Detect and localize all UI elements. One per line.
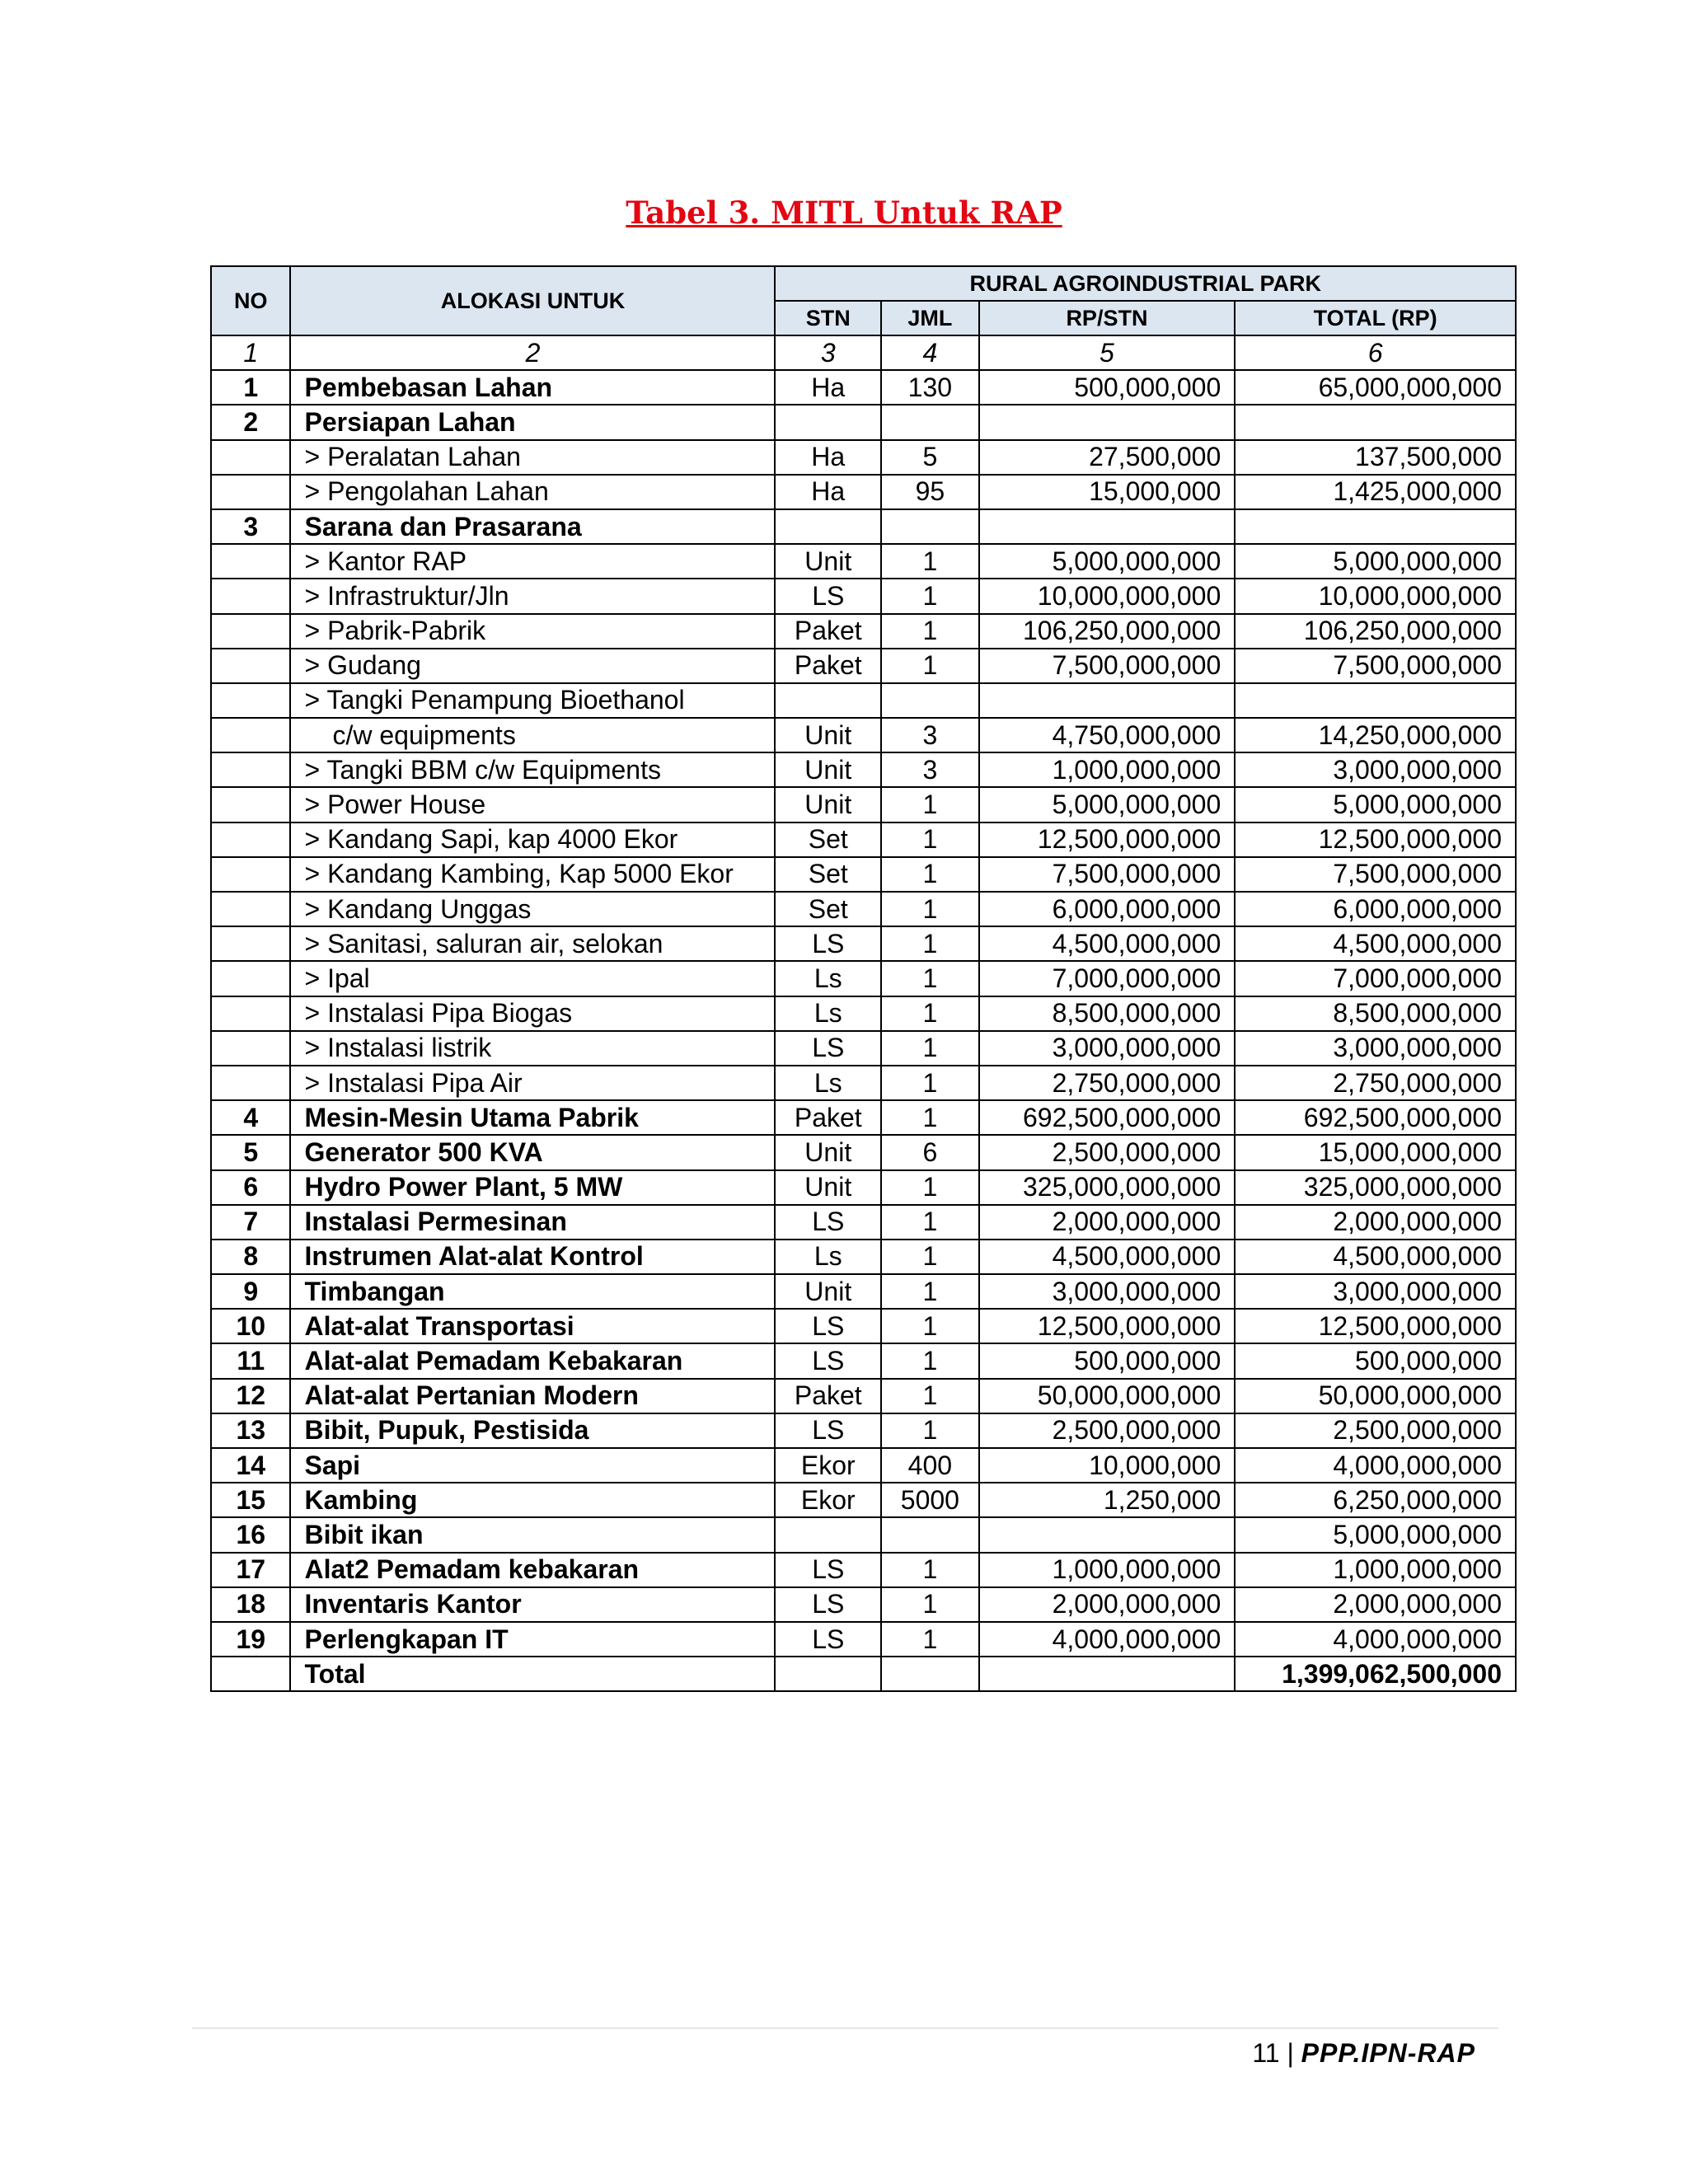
table-row xyxy=(211,683,1516,718)
cell-rpstn: 10,000,000 xyxy=(979,1448,1236,1483)
cell-no xyxy=(211,544,290,579)
cell-item: > Kandang Kambing, Kap 5000 Ekor xyxy=(290,857,775,892)
cell-jml: 400 xyxy=(881,1448,979,1483)
cell-jml: 3 xyxy=(881,752,979,787)
cell-total: 2,000,000,000 xyxy=(1235,1587,1516,1622)
cell-jml: 1 xyxy=(881,1553,979,1587)
cell-no xyxy=(211,1066,290,1100)
cell-no: 8 xyxy=(211,1240,290,1274)
cell-jml: 1 xyxy=(881,1170,979,1205)
cell-item: > Infrastruktur/Jln xyxy=(290,579,775,613)
cell-total: 15,000,000,000 xyxy=(1235,1135,1516,1169)
cell-rpstn xyxy=(979,405,1236,439)
page-footer xyxy=(1252,2032,1475,2074)
index-cell: 3 xyxy=(775,335,881,370)
footer-separator: | xyxy=(1287,2038,1294,2068)
cell-rpstn: 4,500,000,000 xyxy=(979,1240,1236,1274)
cell-jml: 1 xyxy=(881,1413,979,1448)
cell-jml: 5 xyxy=(881,440,979,475)
cell-item: Persiapan Lahan xyxy=(290,405,775,439)
table-row xyxy=(211,1379,1516,1413)
table-row xyxy=(211,892,1516,926)
cell-stn: Ls xyxy=(775,996,881,1031)
table-row xyxy=(211,787,1516,822)
cell-rpstn: 2,000,000,000 xyxy=(979,1587,1236,1622)
cell-no: 19 xyxy=(211,1622,290,1657)
cell-jml xyxy=(881,509,979,544)
cell-stn: LS xyxy=(775,1413,881,1448)
cell-total: 4,000,000,000 xyxy=(1235,1448,1516,1483)
cell-item: Perlengkapan IT xyxy=(290,1622,775,1657)
cell-rpstn: 27,500,000 xyxy=(979,440,1236,475)
cell-jml: 1 xyxy=(881,823,979,857)
cell-stn: Paket xyxy=(775,649,881,683)
cell-stn xyxy=(775,683,881,718)
cell-jml: 1 xyxy=(881,1343,979,1378)
cell-stn: Ha xyxy=(775,475,881,509)
cell-stn: Set xyxy=(775,823,881,857)
cell-total: 3,000,000,000 xyxy=(1235,1274,1516,1309)
cell-rpstn: 4,750,000,000 xyxy=(979,718,1236,752)
cell-item: Alat-alat Pertanian Modern xyxy=(290,1379,775,1413)
cell-item: Kambing xyxy=(290,1483,775,1517)
table-row xyxy=(211,1587,1516,1622)
table-body xyxy=(211,335,1516,1657)
cell-stn: Unit xyxy=(775,544,881,579)
cell-jml: 95 xyxy=(881,475,979,509)
index-cell: 5 xyxy=(979,335,1236,370)
cell-item: > Tangki Penampung Bioethanol xyxy=(290,683,775,718)
cell-stn: Set xyxy=(775,857,881,892)
cell-no xyxy=(211,752,290,787)
cell-no xyxy=(211,996,290,1031)
cell-rpstn: 3,000,000,000 xyxy=(979,1274,1236,1309)
cell-total: 10,000,000,000 xyxy=(1235,579,1516,613)
cell-rpstn: 692,500,000,000 xyxy=(979,1100,1236,1135)
cell-stn: Paket xyxy=(775,1100,881,1135)
cell-jml: 1 xyxy=(881,1622,979,1657)
table-row xyxy=(211,1205,1516,1240)
table-row xyxy=(211,1170,1516,1205)
cell-stn: Ha xyxy=(775,370,881,405)
cell-rpstn: 1,250,000 xyxy=(979,1483,1236,1517)
cell-rpstn: 4,000,000,000 xyxy=(979,1622,1236,1657)
cell-item: Alat-alat Transportasi xyxy=(290,1309,775,1343)
table-row xyxy=(211,1483,1516,1517)
cell-no xyxy=(211,440,290,475)
cell-jml: 1 xyxy=(881,787,979,822)
cell-stn: Unit xyxy=(775,1135,881,1169)
cell-rpstn: 10,000,000,000 xyxy=(979,579,1236,613)
cell-rpstn: 500,000,000 xyxy=(979,1343,1236,1378)
cell-no xyxy=(211,614,290,649)
cell-rpstn: 12,500,000,000 xyxy=(979,823,1236,857)
index-cell: 1 xyxy=(211,335,290,370)
cell-jml: 1 xyxy=(881,996,979,1031)
table-row xyxy=(211,1031,1516,1066)
cell-jml: 1 xyxy=(881,1587,979,1622)
cell-rpstn: 4,500,000,000 xyxy=(979,926,1236,961)
cell-stn: LS xyxy=(775,579,881,613)
cell-no xyxy=(211,857,290,892)
header-stn: STN xyxy=(775,301,881,335)
cell-stn xyxy=(775,509,881,544)
cell-rpstn: 7,000,000,000 xyxy=(979,961,1236,996)
cell-jml: 3 xyxy=(881,718,979,752)
cell-total: 5,000,000,000 xyxy=(1235,544,1516,579)
total-row xyxy=(211,1657,1516,1691)
cell-no: 13 xyxy=(211,1413,290,1448)
cell-item: Bibit, Pupuk, Pestisida xyxy=(290,1413,775,1448)
cell-jml: 1 xyxy=(881,1274,979,1309)
cell-no xyxy=(211,1031,290,1066)
cell-item: Pembebasan Lahan xyxy=(290,370,775,405)
table-row xyxy=(211,1100,1516,1135)
cell-item: > Pengolahan Lahan xyxy=(290,475,775,509)
cell-stn: LS xyxy=(775,1587,881,1622)
cell-rpstn: 5,000,000,000 xyxy=(979,787,1236,822)
cell-stn: Ls xyxy=(775,1240,881,1274)
cell-total xyxy=(1235,683,1516,718)
cell-rpstn: 12,500,000,000 xyxy=(979,1309,1236,1343)
table-row xyxy=(211,1517,1516,1552)
header-total: TOTAL (RP) xyxy=(1235,301,1516,335)
cell-item: Hydro Power Plant, 5 MW xyxy=(290,1170,775,1205)
cell-no: 12 xyxy=(211,1379,290,1413)
cell-item: Mesin-Mesin Utama Pabrik xyxy=(290,1100,775,1135)
cell-total: 7,000,000,000 xyxy=(1235,961,1516,996)
cell-item: > Kandang Sapi, kap 4000 Ekor xyxy=(290,823,775,857)
cell-total: 6,000,000,000 xyxy=(1235,892,1516,926)
cell-no: 7 xyxy=(211,1205,290,1240)
cell-no: 9 xyxy=(211,1274,290,1309)
cell-jml: 1 xyxy=(881,1031,979,1066)
header-rpstn: RP/STN xyxy=(979,301,1236,335)
cell-item: > Pabrik-Pabrik xyxy=(290,614,775,649)
table-row xyxy=(211,544,1516,579)
cell-item: Instrumen Alat-alat Kontrol xyxy=(290,1240,775,1274)
cell-jml: 1 xyxy=(881,614,979,649)
cell-total: 5,000,000,000 xyxy=(1235,787,1516,822)
cell-jml xyxy=(881,1517,979,1552)
cell-jml: 1 xyxy=(881,1240,979,1274)
cell-no xyxy=(211,787,290,822)
cell-jml: 5000 xyxy=(881,1483,979,1517)
cell-stn: Unit xyxy=(775,1170,881,1205)
mitl-table xyxy=(210,265,1517,1692)
table-row xyxy=(211,752,1516,787)
cell-no: 5 xyxy=(211,1135,290,1169)
table-row xyxy=(211,475,1516,509)
cell-item: Sapi xyxy=(290,1448,775,1483)
cell-total: 2,000,000,000 xyxy=(1235,1205,1516,1240)
table-row xyxy=(211,1622,1516,1657)
cell-item: Generator 500 KVA xyxy=(290,1135,775,1169)
total-no-cell xyxy=(211,1657,290,1691)
table-row xyxy=(211,718,1516,752)
header-no: NO xyxy=(211,266,290,335)
cell-stn: Unit xyxy=(775,718,881,752)
cell-rpstn: 2,000,000,000 xyxy=(979,1205,1236,1240)
cell-stn: LS xyxy=(775,926,881,961)
cell-jml: 1 xyxy=(881,961,979,996)
total-jml-cell xyxy=(881,1657,979,1691)
cell-stn: Paket xyxy=(775,1379,881,1413)
cell-stn: Ls xyxy=(775,961,881,996)
total-rpstn-cell xyxy=(979,1657,1236,1691)
cell-no: 1 xyxy=(211,370,290,405)
cell-stn: Unit xyxy=(775,787,881,822)
cell-rpstn: 50,000,000,000 xyxy=(979,1379,1236,1413)
table-row xyxy=(211,1448,1516,1483)
table-row xyxy=(211,1240,1516,1274)
cell-no: 2 xyxy=(211,405,290,439)
cell-item: > Kandang Unggas xyxy=(290,892,775,926)
cell-total: 106,250,000,000 xyxy=(1235,614,1516,649)
cell-jml: 1 xyxy=(881,857,979,892)
table-row xyxy=(211,1135,1516,1169)
cell-item: > Gudang xyxy=(290,649,775,683)
cell-stn: Ekor xyxy=(775,1483,881,1517)
cell-no: 10 xyxy=(211,1309,290,1343)
index-cell: 2 xyxy=(290,335,775,370)
cell-total: 50,000,000,000 xyxy=(1235,1379,1516,1413)
index-cell: 6 xyxy=(1235,335,1516,370)
footer-divider xyxy=(192,2027,1498,2029)
table-row xyxy=(211,579,1516,613)
cell-no xyxy=(211,475,290,509)
cell-jml: 1 xyxy=(881,579,979,613)
total-value: 1,399,062,500,000 xyxy=(1235,1657,1516,1691)
cell-jml: 1 xyxy=(881,1309,979,1343)
cell-rpstn: 1,000,000,000 xyxy=(979,752,1236,787)
cell-item: > Instalasi Pipa Air xyxy=(290,1066,775,1100)
cell-jml: 1 xyxy=(881,1379,979,1413)
cell-total xyxy=(1235,509,1516,544)
cell-total: 4,000,000,000 xyxy=(1235,1622,1516,1657)
cell-stn: Set xyxy=(775,892,881,926)
cell-rpstn: 7,500,000,000 xyxy=(979,649,1236,683)
total-stn-cell xyxy=(775,1657,881,1691)
cell-item: > Ipal xyxy=(290,961,775,996)
cell-total: 692,500,000,000 xyxy=(1235,1100,1516,1135)
cell-jml: 1 xyxy=(881,544,979,579)
cell-no xyxy=(211,892,290,926)
cell-no: 6 xyxy=(211,1170,290,1205)
cell-rpstn: 2,500,000,000 xyxy=(979,1135,1236,1169)
cell-stn: Unit xyxy=(775,1274,881,1309)
cell-no: 17 xyxy=(211,1553,290,1587)
table-row xyxy=(211,649,1516,683)
cell-item: Sarana dan Prasarana xyxy=(290,509,775,544)
cell-stn: LS xyxy=(775,1622,881,1657)
cell-total: 2,500,000,000 xyxy=(1235,1413,1516,1448)
cell-jml: 1 xyxy=(881,1100,979,1135)
cell-jml: 1 xyxy=(881,1205,979,1240)
cell-jml xyxy=(881,683,979,718)
cell-total: 7,500,000,000 xyxy=(1235,857,1516,892)
cell-item: Bibit ikan xyxy=(290,1517,775,1552)
cell-total: 3,000,000,000 xyxy=(1235,752,1516,787)
cell-total: 8,500,000,000 xyxy=(1235,996,1516,1031)
table-row xyxy=(211,926,1516,961)
cell-total xyxy=(1235,405,1516,439)
cell-total: 4,500,000,000 xyxy=(1235,926,1516,961)
cell-total: 65,000,000,000 xyxy=(1235,370,1516,405)
table-row xyxy=(211,1413,1516,1448)
cell-rpstn: 1,000,000,000 xyxy=(979,1553,1236,1587)
cell-rpstn: 2,750,000,000 xyxy=(979,1066,1236,1100)
table-row xyxy=(211,1553,1516,1587)
cell-jml: 1 xyxy=(881,1066,979,1100)
table-row xyxy=(211,1343,1516,1378)
cell-total: 5,000,000,000 xyxy=(1235,1517,1516,1552)
total-label: Total xyxy=(290,1657,775,1691)
cell-no xyxy=(211,683,290,718)
table-row xyxy=(211,1309,1516,1343)
cell-no: 11 xyxy=(211,1343,290,1378)
cell-stn: Ls xyxy=(775,1066,881,1100)
cell-rpstn: 325,000,000,000 xyxy=(979,1170,1236,1205)
cell-stn: Ekor xyxy=(775,1448,881,1483)
cell-no: 15 xyxy=(211,1483,290,1517)
cell-rpstn: 15,000,000 xyxy=(979,475,1236,509)
cell-item: > Kantor RAP xyxy=(290,544,775,579)
cell-total: 12,500,000,000 xyxy=(1235,823,1516,857)
cell-item: > Tangki BBM c/w Equipments xyxy=(290,752,775,787)
header-group: RURAL AGROINDUSTRIAL PARK xyxy=(775,266,1516,301)
header-jml: JML xyxy=(881,301,979,335)
table-row xyxy=(211,509,1516,544)
page-number: 11 xyxy=(1252,2038,1280,2068)
cell-no xyxy=(211,823,290,857)
cell-rpstn xyxy=(979,683,1236,718)
table-row xyxy=(211,823,1516,857)
table-row xyxy=(211,370,1516,405)
table-row xyxy=(211,857,1516,892)
cell-item: Alat-alat Pemadam Kebakaran xyxy=(290,1343,775,1378)
cell-item: Alat2 Pemadam kebakaran xyxy=(290,1553,775,1587)
cell-total: 1,425,000,000 xyxy=(1235,475,1516,509)
cell-item: c/w equipments xyxy=(290,718,775,752)
cell-rpstn: 500,000,000 xyxy=(979,370,1236,405)
cell-total: 500,000,000 xyxy=(1235,1343,1516,1378)
cell-item: > Peralatan Lahan xyxy=(290,440,775,475)
cell-item: > Instalasi listrik xyxy=(290,1031,775,1066)
index-cell: 4 xyxy=(881,335,979,370)
cell-jml xyxy=(881,405,979,439)
cell-stn xyxy=(775,1517,881,1552)
cell-item: Inventaris Kantor xyxy=(290,1587,775,1622)
cell-stn: LS xyxy=(775,1343,881,1378)
cell-rpstn xyxy=(979,1517,1236,1552)
cell-rpstn: 106,250,000,000 xyxy=(979,614,1236,649)
cell-stn: LS xyxy=(775,1031,881,1066)
table-row xyxy=(211,996,1516,1031)
cell-stn: Ha xyxy=(775,440,881,475)
cell-stn: Paket xyxy=(775,614,881,649)
cell-total: 1,000,000,000 xyxy=(1235,1553,1516,1587)
cell-rpstn: 7,500,000,000 xyxy=(979,857,1236,892)
cell-no: 18 xyxy=(211,1587,290,1622)
table-row xyxy=(211,440,1516,475)
cell-rpstn: 2,500,000,000 xyxy=(979,1413,1236,1448)
cell-total: 137,500,000 xyxy=(1235,440,1516,475)
cell-rpstn: 5,000,000,000 xyxy=(979,544,1236,579)
cell-item: > Instalasi Pipa Biogas xyxy=(290,996,775,1031)
cell-total: 4,500,000,000 xyxy=(1235,1240,1516,1274)
cell-jml: 1 xyxy=(881,926,979,961)
table-row xyxy=(211,614,1516,649)
index-row xyxy=(211,335,1516,370)
cell-total: 14,250,000,000 xyxy=(1235,718,1516,752)
cell-total: 2,750,000,000 xyxy=(1235,1066,1516,1100)
table-row xyxy=(211,1274,1516,1309)
cell-no xyxy=(211,579,290,613)
cell-stn: LS xyxy=(775,1553,881,1587)
cell-no: 4 xyxy=(211,1100,290,1135)
table-row xyxy=(211,961,1516,996)
cell-no xyxy=(211,718,290,752)
cell-total: 6,250,000,000 xyxy=(1235,1483,1516,1517)
cell-total: 325,000,000,000 xyxy=(1235,1170,1516,1205)
table-row xyxy=(211,1066,1516,1100)
cell-rpstn: 6,000,000,000 xyxy=(979,892,1236,926)
cell-no: 16 xyxy=(211,1517,290,1552)
table-title: Tabel 3. MITL Untuk RAP xyxy=(626,194,1062,231)
table-header xyxy=(211,266,1516,335)
cell-no: 14 xyxy=(211,1448,290,1483)
cell-jml: 1 xyxy=(881,892,979,926)
cell-total: 3,000,000,000 xyxy=(1235,1031,1516,1066)
document-code: PPP.IPN-RAP xyxy=(1301,2038,1475,2068)
cell-no xyxy=(211,649,290,683)
cell-stn xyxy=(775,405,881,439)
cell-no xyxy=(211,926,290,961)
cell-item: Instalasi Permesinan xyxy=(290,1205,775,1240)
cell-no: 3 xyxy=(211,509,290,544)
cell-item: > Power House xyxy=(290,787,775,822)
cell-stn: LS xyxy=(775,1205,881,1240)
table-row xyxy=(211,405,1516,439)
cell-jml: 1 xyxy=(881,649,979,683)
cell-item: > Sanitasi, saluran air, selokan xyxy=(290,926,775,961)
cell-item: Timbangan xyxy=(290,1274,775,1309)
cell-no xyxy=(211,961,290,996)
cell-rpstn xyxy=(979,509,1236,544)
cell-jml: 6 xyxy=(881,1135,979,1169)
cell-rpstn: 3,000,000,000 xyxy=(979,1031,1236,1066)
cell-rpstn: 8,500,000,000 xyxy=(979,996,1236,1031)
cell-stn: LS xyxy=(775,1309,881,1343)
cell-stn: Unit xyxy=(775,752,881,787)
header-alokasi: ALOKASI UNTUK xyxy=(290,266,775,335)
cell-jml: 130 xyxy=(881,370,979,405)
cell-total: 7,500,000,000 xyxy=(1235,649,1516,683)
cell-total: 12,500,000,000 xyxy=(1235,1309,1516,1343)
